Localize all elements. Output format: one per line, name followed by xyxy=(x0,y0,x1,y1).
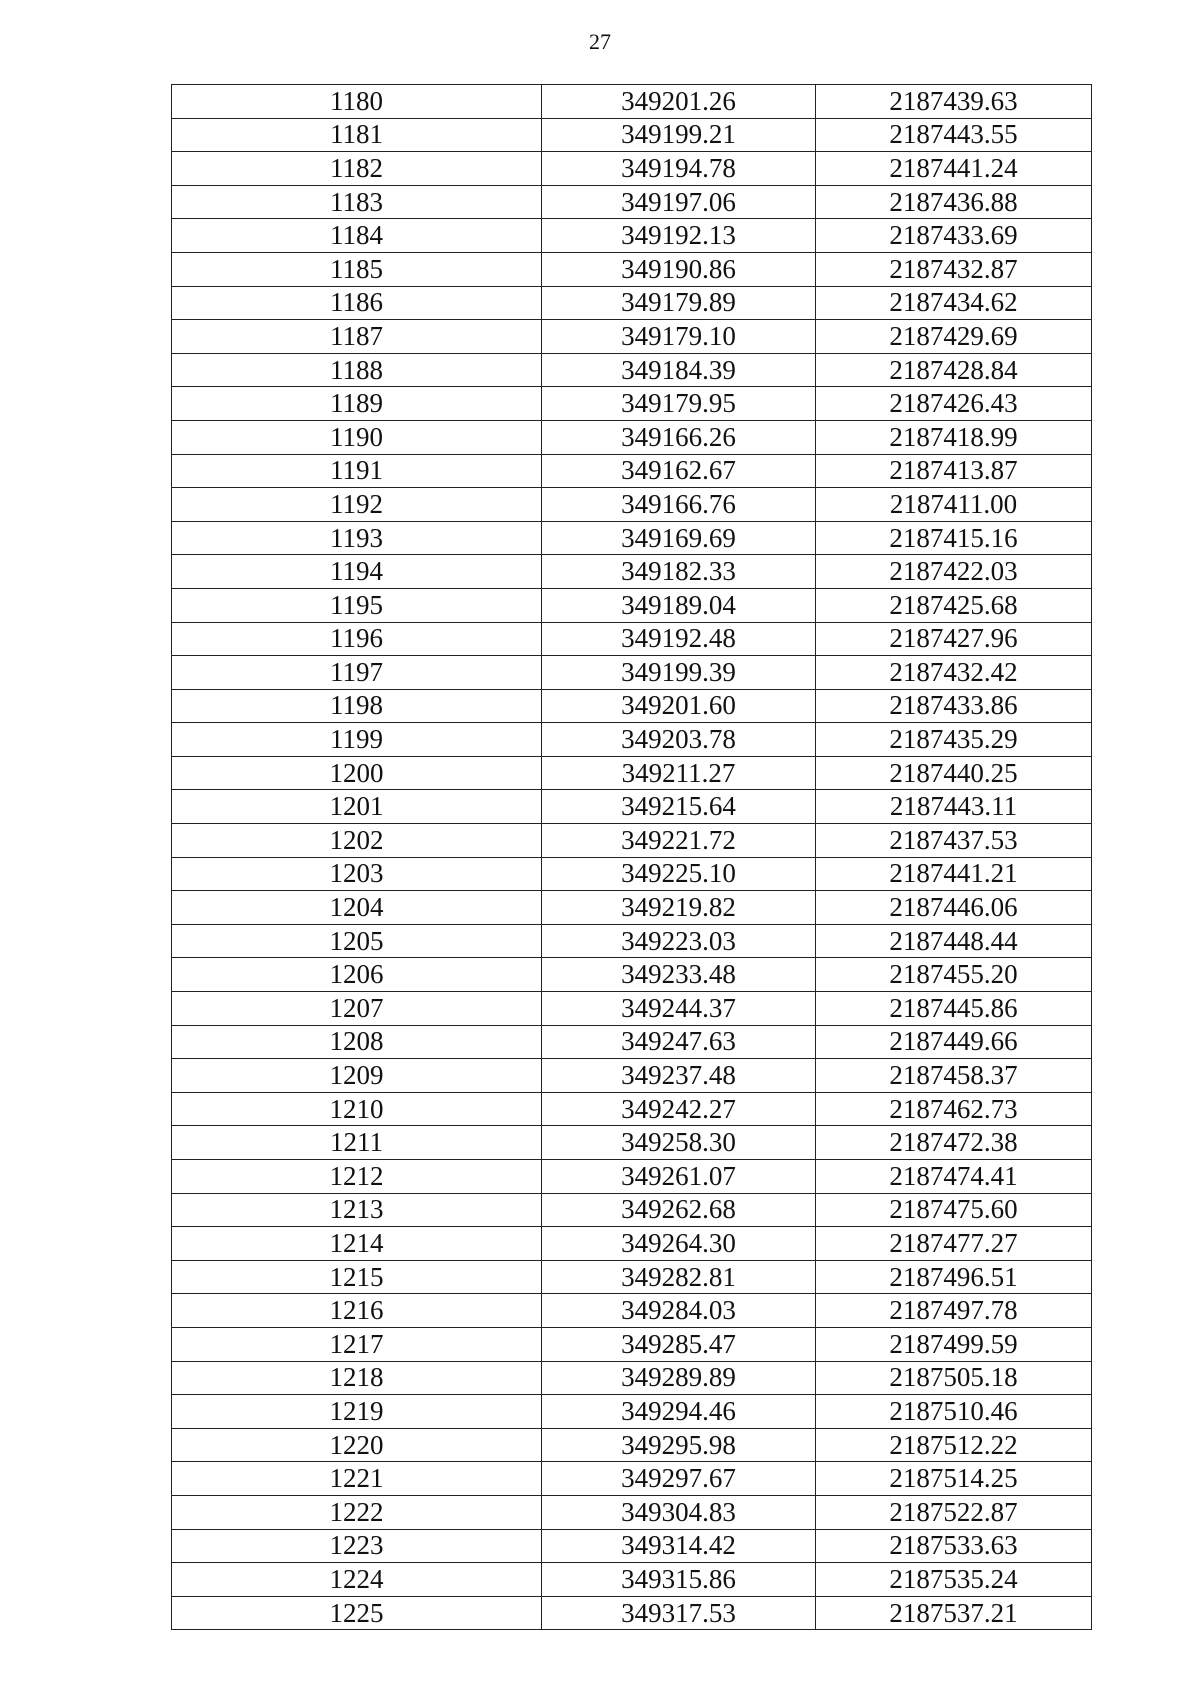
table-row xyxy=(172,219,1092,253)
x-coordinate-cell: 349221.72 xyxy=(542,824,816,858)
y-coordinate-cell: 2187510.46 xyxy=(816,1395,1092,1429)
x-coordinate-cell: 349192.13 xyxy=(542,219,816,253)
point-number-cell: 1211 xyxy=(172,1126,542,1160)
y-coordinate-cell: 2187418.99 xyxy=(816,420,1092,454)
y-coordinate-cell: 2187432.87 xyxy=(816,252,1092,286)
y-coordinate-cell: 2187533.63 xyxy=(816,1529,1092,1563)
table-row xyxy=(172,118,1092,152)
table-row xyxy=(172,924,1092,958)
y-coordinate-cell: 2187445.86 xyxy=(816,992,1092,1026)
y-coordinate-cell: 2187446.06 xyxy=(816,891,1092,925)
table-row xyxy=(172,286,1092,320)
x-coordinate-cell: 349297.67 xyxy=(542,1462,816,1496)
y-coordinate-cell: 2187426.43 xyxy=(816,387,1092,421)
point-number-cell: 1214 xyxy=(172,1227,542,1261)
table-row xyxy=(172,656,1092,690)
y-coordinate-cell: 2187449.66 xyxy=(816,1025,1092,1059)
table-row xyxy=(172,723,1092,757)
table-row xyxy=(172,1025,1092,1059)
table-row xyxy=(172,1563,1092,1597)
y-coordinate-cell: 2187440.25 xyxy=(816,756,1092,790)
point-number-cell: 1188 xyxy=(172,353,542,387)
table-row xyxy=(172,1428,1092,1462)
x-coordinate-cell: 349242.27 xyxy=(542,1092,816,1126)
x-coordinate-cell: 349282.81 xyxy=(542,1260,816,1294)
point-number-cell: 1187 xyxy=(172,320,542,354)
x-coordinate-cell: 349264.30 xyxy=(542,1227,816,1261)
x-coordinate-cell: 349162.67 xyxy=(542,454,816,488)
table-row xyxy=(172,1193,1092,1227)
table-row xyxy=(172,555,1092,589)
point-number-cell: 1183 xyxy=(172,185,542,219)
table-row xyxy=(172,488,1092,522)
point-number-cell: 1180 xyxy=(172,85,542,119)
coordinates-table xyxy=(171,84,1092,1630)
y-coordinate-cell: 2187439.63 xyxy=(816,85,1092,119)
y-coordinate-cell: 2187499.59 xyxy=(816,1327,1092,1361)
table-row xyxy=(172,185,1092,219)
table-row xyxy=(172,420,1092,454)
x-coordinate-cell: 349215.64 xyxy=(542,790,816,824)
y-coordinate-cell: 2187537.21 xyxy=(816,1596,1092,1630)
x-coordinate-cell: 349262.68 xyxy=(542,1193,816,1227)
y-coordinate-cell: 2187441.21 xyxy=(816,857,1092,891)
table-row xyxy=(172,1059,1092,1093)
x-coordinate-cell: 349289.89 xyxy=(542,1361,816,1395)
point-number-cell: 1216 xyxy=(172,1294,542,1328)
y-coordinate-cell: 2187462.73 xyxy=(816,1092,1092,1126)
point-number-cell: 1201 xyxy=(172,790,542,824)
y-coordinate-cell: 2187422.03 xyxy=(816,555,1092,589)
table-row xyxy=(172,689,1092,723)
x-coordinate-cell: 349201.60 xyxy=(542,689,816,723)
x-coordinate-cell: 349315.86 xyxy=(542,1563,816,1597)
table-row xyxy=(172,353,1092,387)
x-coordinate-cell: 349189.04 xyxy=(542,588,816,622)
point-number-cell: 1220 xyxy=(172,1428,542,1462)
x-coordinate-cell: 349261.07 xyxy=(542,1160,816,1194)
y-coordinate-cell: 2187455.20 xyxy=(816,958,1092,992)
y-coordinate-cell: 2187477.27 xyxy=(816,1227,1092,1261)
table-row xyxy=(172,1395,1092,1429)
point-number-cell: 1219 xyxy=(172,1395,542,1429)
y-coordinate-cell: 2187428.84 xyxy=(816,353,1092,387)
x-coordinate-cell: 349284.03 xyxy=(542,1294,816,1328)
y-coordinate-cell: 2187458.37 xyxy=(816,1059,1092,1093)
x-coordinate-cell: 349197.06 xyxy=(542,185,816,219)
point-number-cell: 1215 xyxy=(172,1260,542,1294)
y-coordinate-cell: 2187443.11 xyxy=(816,790,1092,824)
table-row xyxy=(172,320,1092,354)
y-coordinate-cell: 2187413.87 xyxy=(816,454,1092,488)
page-number: 27 xyxy=(589,29,611,54)
table-row xyxy=(172,1462,1092,1496)
point-number-cell: 1198 xyxy=(172,689,542,723)
x-coordinate-cell: 349166.26 xyxy=(542,420,816,454)
table-row xyxy=(172,1294,1092,1328)
point-number-cell: 1191 xyxy=(172,454,542,488)
x-coordinate-cell: 349247.63 xyxy=(542,1025,816,1059)
x-coordinate-cell: 349192.48 xyxy=(542,622,816,656)
table-row xyxy=(172,958,1092,992)
point-number-cell: 1207 xyxy=(172,992,542,1026)
point-number-cell: 1213 xyxy=(172,1193,542,1227)
table-row xyxy=(172,1260,1092,1294)
x-coordinate-cell: 349179.10 xyxy=(542,320,816,354)
x-coordinate-cell: 349194.78 xyxy=(542,152,816,186)
point-number-cell: 1194 xyxy=(172,555,542,589)
x-coordinate-cell: 349199.39 xyxy=(542,656,816,690)
point-number-cell: 1217 xyxy=(172,1327,542,1361)
y-coordinate-cell: 2187435.29 xyxy=(816,723,1092,757)
y-coordinate-cell: 2187427.96 xyxy=(816,622,1092,656)
table-row xyxy=(172,1092,1092,1126)
table-row xyxy=(172,790,1092,824)
y-coordinate-cell: 2187425.68 xyxy=(816,588,1092,622)
coordinates-table-body xyxy=(172,85,1092,1630)
point-number-cell: 1203 xyxy=(172,857,542,891)
x-coordinate-cell: 349258.30 xyxy=(542,1126,816,1160)
x-coordinate-cell: 349166.76 xyxy=(542,488,816,522)
table-row xyxy=(172,85,1092,119)
point-number-cell: 1181 xyxy=(172,118,542,152)
y-coordinate-cell: 2187535.24 xyxy=(816,1563,1092,1597)
y-coordinate-cell: 2187429.69 xyxy=(816,320,1092,354)
table-row xyxy=(172,891,1092,925)
point-number-cell: 1218 xyxy=(172,1361,542,1395)
point-number-cell: 1208 xyxy=(172,1025,542,1059)
point-number-cell: 1221 xyxy=(172,1462,542,1496)
point-number-cell: 1196 xyxy=(172,622,542,656)
x-coordinate-cell: 349237.48 xyxy=(542,1059,816,1093)
point-number-cell: 1182 xyxy=(172,152,542,186)
y-coordinate-cell: 2187443.55 xyxy=(816,118,1092,152)
point-number-cell: 1222 xyxy=(172,1495,542,1529)
table-row xyxy=(172,824,1092,858)
point-number-cell: 1205 xyxy=(172,924,542,958)
point-number-cell: 1200 xyxy=(172,756,542,790)
x-coordinate-cell: 349285.47 xyxy=(542,1327,816,1361)
point-number-cell: 1204 xyxy=(172,891,542,925)
table-row xyxy=(172,387,1092,421)
table-row xyxy=(172,622,1092,656)
point-number-cell: 1185 xyxy=(172,252,542,286)
x-coordinate-cell: 349199.21 xyxy=(542,118,816,152)
point-number-cell: 1192 xyxy=(172,488,542,522)
x-coordinate-cell: 349304.83 xyxy=(542,1495,816,1529)
table-row xyxy=(172,1126,1092,1160)
y-coordinate-cell: 2187496.51 xyxy=(816,1260,1092,1294)
y-coordinate-cell: 2187441.24 xyxy=(816,152,1092,186)
x-coordinate-cell: 349294.46 xyxy=(542,1395,816,1429)
table-row xyxy=(172,521,1092,555)
y-coordinate-cell: 2187437.53 xyxy=(816,824,1092,858)
point-number-cell: 1199 xyxy=(172,723,542,757)
y-coordinate-cell: 2187433.69 xyxy=(816,219,1092,253)
table-row xyxy=(172,588,1092,622)
y-coordinate-cell: 2187474.41 xyxy=(816,1160,1092,1194)
x-coordinate-cell: 349203.78 xyxy=(542,723,816,757)
point-number-cell: 1212 xyxy=(172,1160,542,1194)
x-coordinate-cell: 349223.03 xyxy=(542,924,816,958)
point-number-cell: 1202 xyxy=(172,824,542,858)
table-row xyxy=(172,1495,1092,1529)
x-coordinate-cell: 349317.53 xyxy=(542,1596,816,1630)
point-number-cell: 1186 xyxy=(172,286,542,320)
table-row xyxy=(172,992,1092,1026)
point-number-cell: 1197 xyxy=(172,656,542,690)
x-coordinate-cell: 349184.39 xyxy=(542,353,816,387)
x-coordinate-cell: 349219.82 xyxy=(542,891,816,925)
table-row xyxy=(172,1327,1092,1361)
table-row xyxy=(172,1361,1092,1395)
x-coordinate-cell: 349225.10 xyxy=(542,857,816,891)
x-coordinate-cell: 349244.37 xyxy=(542,992,816,1026)
point-number-cell: 1189 xyxy=(172,387,542,421)
point-number-cell: 1195 xyxy=(172,588,542,622)
point-number-cell: 1206 xyxy=(172,958,542,992)
y-coordinate-cell: 2187432.42 xyxy=(816,656,1092,690)
x-coordinate-cell: 349182.33 xyxy=(542,555,816,589)
y-coordinate-cell: 2187472.38 xyxy=(816,1126,1092,1160)
y-coordinate-cell: 2187505.18 xyxy=(816,1361,1092,1395)
table-row xyxy=(172,454,1092,488)
x-coordinate-cell: 349211.27 xyxy=(542,756,816,790)
x-coordinate-cell: 349169.69 xyxy=(542,521,816,555)
y-coordinate-cell: 2187433.86 xyxy=(816,689,1092,723)
table-row xyxy=(172,1529,1092,1563)
table-row xyxy=(172,252,1092,286)
table-row xyxy=(172,1227,1092,1261)
x-coordinate-cell: 349190.86 xyxy=(542,252,816,286)
x-coordinate-cell: 349295.98 xyxy=(542,1428,816,1462)
y-coordinate-cell: 2187411.00 xyxy=(816,488,1092,522)
point-number-cell: 1190 xyxy=(172,420,542,454)
point-number-cell: 1209 xyxy=(172,1059,542,1093)
point-number-cell: 1224 xyxy=(172,1563,542,1597)
y-coordinate-cell: 2187497.78 xyxy=(816,1294,1092,1328)
x-coordinate-cell: 349179.89 xyxy=(542,286,816,320)
point-number-cell: 1223 xyxy=(172,1529,542,1563)
y-coordinate-cell: 2187512.22 xyxy=(816,1428,1092,1462)
point-number-cell: 1210 xyxy=(172,1092,542,1126)
y-coordinate-cell: 2187522.87 xyxy=(816,1495,1092,1529)
y-coordinate-cell: 2187475.60 xyxy=(816,1193,1092,1227)
x-coordinate-cell: 349233.48 xyxy=(542,958,816,992)
point-number-cell: 1184 xyxy=(172,219,542,253)
x-coordinate-cell: 349314.42 xyxy=(542,1529,816,1563)
x-coordinate-cell: 349201.26 xyxy=(542,85,816,119)
x-coordinate-cell: 349179.95 xyxy=(542,387,816,421)
table-row xyxy=(172,756,1092,790)
table-row xyxy=(172,857,1092,891)
point-number-cell: 1193 xyxy=(172,521,542,555)
point-number-cell: 1225 xyxy=(172,1596,542,1630)
y-coordinate-cell: 2187434.62 xyxy=(816,286,1092,320)
y-coordinate-cell: 2187436.88 xyxy=(816,185,1092,219)
y-coordinate-cell: 2187448.44 xyxy=(816,924,1092,958)
table-row xyxy=(172,1160,1092,1194)
y-coordinate-cell: 2187415.16 xyxy=(816,521,1092,555)
table-row xyxy=(172,152,1092,186)
y-coordinate-cell: 2187514.25 xyxy=(816,1462,1092,1496)
table-row xyxy=(172,1596,1092,1630)
